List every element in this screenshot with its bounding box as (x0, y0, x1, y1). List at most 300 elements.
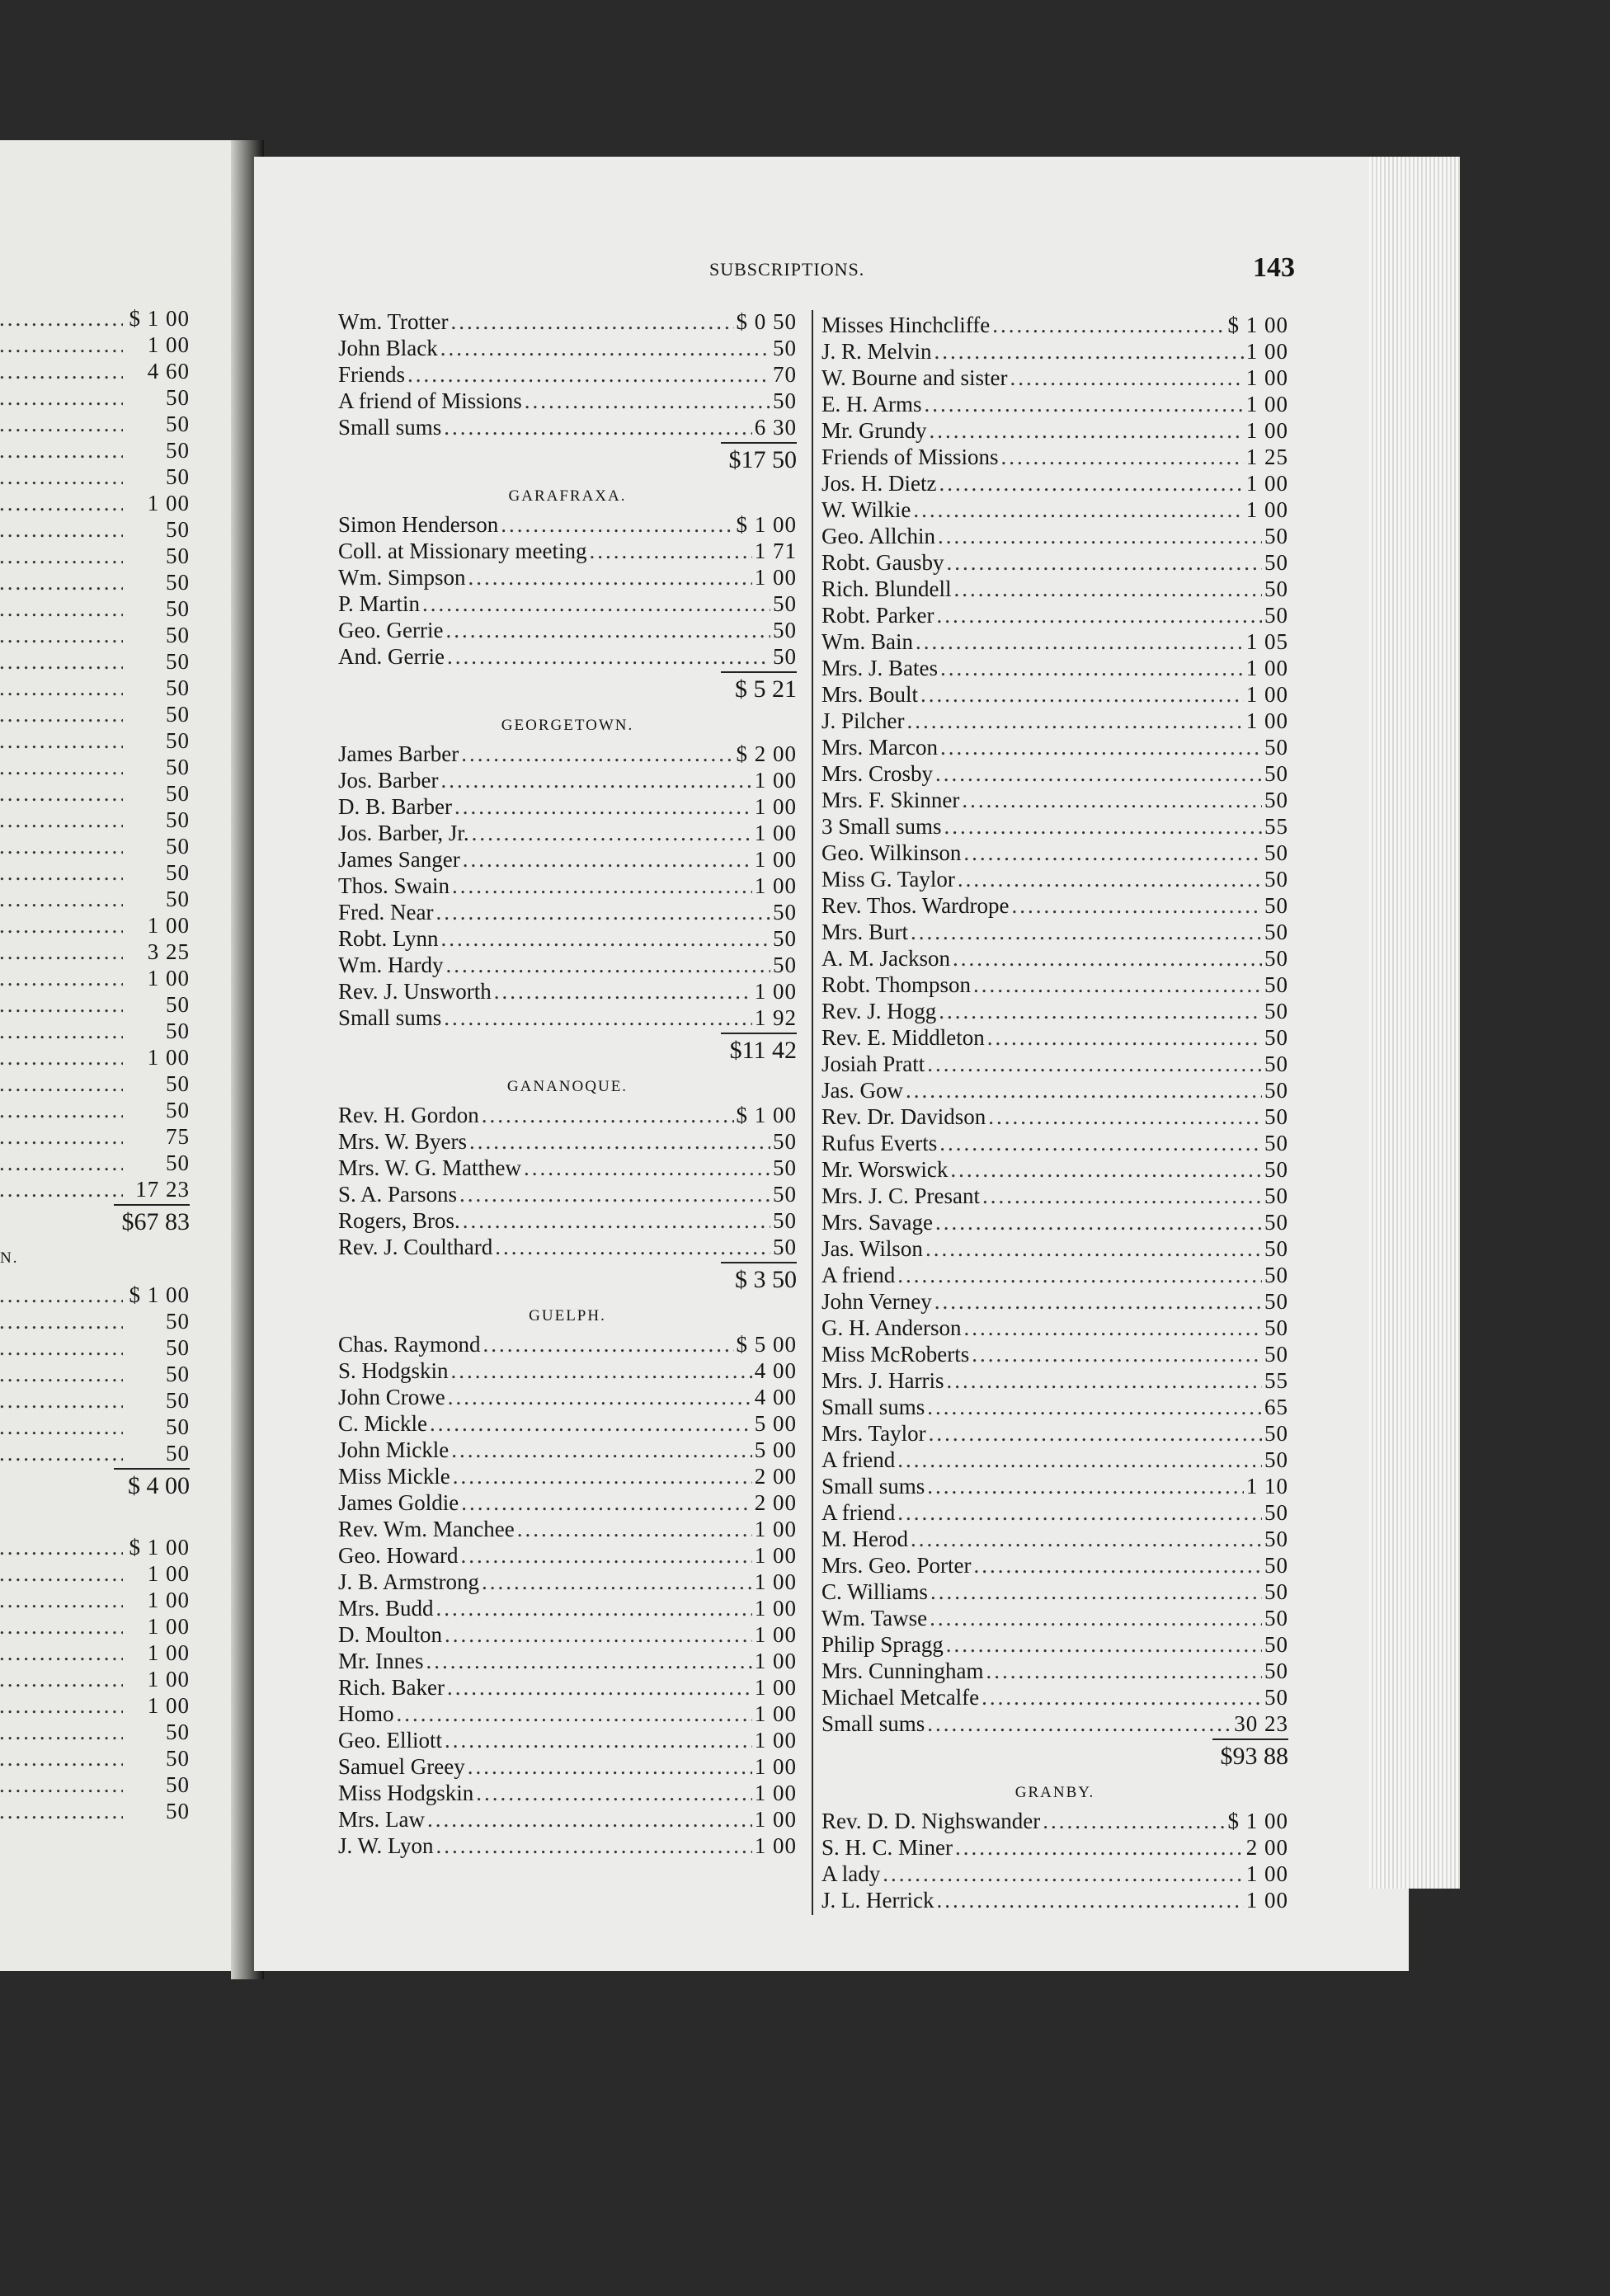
facing-entry (0, 939, 190, 965)
leader-dots (0, 332, 123, 358)
subscriber-name: Samuel Greey (338, 1754, 465, 1779)
subscription-entry (338, 846, 797, 873)
page-edges (1369, 157, 1460, 1889)
subscription-entry (821, 1394, 1288, 1420)
subscription-entry (338, 767, 797, 793)
leader-dots (930, 1578, 1262, 1605)
subscription-amount: 1 00 (754, 1728, 797, 1753)
subscription-entry (821, 1658, 1288, 1684)
subscription-amount: 1 00 (754, 1569, 797, 1594)
subscriber-name: James Goldie (338, 1490, 459, 1515)
facing-amount: 50 (166, 1071, 190, 1096)
subscriber-name: Friends of Missions (821, 445, 999, 469)
facing-amount: 1 00 (147, 332, 190, 357)
subscription-amount: 50 (1264, 1421, 1288, 1446)
facing-heading-gap (0, 1504, 190, 1534)
leader-dots (964, 1315, 1263, 1341)
subscriber-name: C. Mickle (338, 1411, 427, 1436)
subscription-amount: 55 (1264, 814, 1288, 839)
leader-dots (445, 1621, 752, 1648)
subscription-amount: 50 (1264, 1579, 1288, 1604)
leader-dots (927, 1710, 1231, 1737)
leader-dots (986, 1658, 1262, 1684)
facing-total: $ 4 00 (0, 1466, 190, 1504)
leader-dots (953, 945, 1262, 972)
subscriber-name: J. R. Melvin (821, 339, 932, 364)
subscriber-name: Geo. Howard (338, 1543, 459, 1568)
leader-dots (0, 1414, 123, 1440)
subscription-amount: 50 (1264, 1527, 1288, 1551)
facing-entry (0, 1719, 190, 1745)
section-total: $17 50 (338, 440, 797, 478)
subscription-entry (821, 866, 1288, 892)
facing-amount: 50 (166, 1388, 190, 1413)
subscription-entry (821, 444, 1288, 470)
section-heading: GANANOQUE. (506, 1078, 628, 1095)
subscriber-name: Wm. Simpson (338, 565, 466, 590)
subscriber-name: Mrs. J. Bates (821, 656, 938, 680)
leader-dots (0, 622, 123, 648)
subscriber-name: Geo. Allchin (821, 524, 935, 548)
facing-entry (0, 1640, 190, 1666)
subscriber-name: Jas. Gow (821, 1078, 903, 1103)
leader-dots (501, 511, 733, 538)
subscription-entry (338, 1516, 797, 1542)
facing-amount: 50 (166, 1098, 190, 1122)
leader-dots (0, 780, 123, 807)
subscription-amount: 50 (1264, 1236, 1288, 1261)
subscription-amount: 50 (1264, 1632, 1288, 1657)
subscriber-name: Friends (338, 362, 405, 387)
subscriber-name: Homo (338, 1701, 394, 1726)
leader-dots (0, 991, 123, 1018)
subscription-entry (338, 1727, 797, 1753)
leader-dots (440, 767, 751, 793)
leader-dots (482, 1102, 734, 1128)
facing-entry (0, 1150, 190, 1176)
subscriber-name: Mrs. F. Skinner (821, 788, 960, 812)
subscriber-name: D. Moulton (338, 1622, 443, 1647)
facing-entry (0, 1282, 190, 1308)
subscriber-name: J. B. Armstrong (338, 1569, 480, 1594)
facing-amount: 1 00 (147, 491, 190, 515)
facing-entry (0, 1044, 190, 1070)
leader-dots (0, 437, 123, 463)
subscriber-name: Robt. Lynn (338, 926, 439, 951)
subscription-entry (338, 335, 797, 361)
facing-amount: 50 (166, 1019, 190, 1043)
subscriber-name: J. Pilcher (821, 708, 905, 733)
subscription-amount: 50 (1264, 761, 1288, 786)
leader-dots (444, 414, 751, 440)
facing-entry (0, 1018, 190, 1044)
leader-dots (0, 859, 123, 886)
subscription-entry (821, 787, 1288, 813)
subscription-entry (821, 1526, 1288, 1552)
leader-dots (972, 1341, 1262, 1367)
facing-entry (0, 305, 190, 332)
leader-dots (426, 1648, 752, 1674)
subscription-entry (821, 391, 1288, 417)
subscription-entry (338, 1331, 797, 1357)
leader-dots (445, 617, 770, 643)
leader-dots (454, 793, 752, 820)
subscriber-name: Michael Metcalfe (821, 1685, 980, 1710)
subscription-amount: 1 00 (754, 565, 797, 590)
leader-dots (920, 681, 1244, 708)
leader-dots (0, 1282, 123, 1308)
leader-dots (444, 1004, 751, 1031)
subscription-amount: 1 00 (1245, 418, 1288, 443)
leader-dots (0, 701, 123, 727)
facing-entry (0, 437, 190, 463)
subscription-amount: 50 (773, 591, 797, 616)
leader-dots (940, 734, 1262, 760)
facing-amount: 4 60 (147, 359, 190, 383)
leader-dots (436, 1833, 752, 1859)
leader-dots (448, 1384, 752, 1410)
subscription-entry (821, 998, 1288, 1024)
subscriber-name: Mrs. Budd (338, 1596, 434, 1621)
subscription-entry (338, 1701, 797, 1727)
subscriber-name: Mr. Innes (338, 1649, 424, 1673)
subscription-entry (821, 1183, 1288, 1209)
subscription-amount: 50 (773, 953, 797, 977)
facing-amount: 50 (166, 992, 190, 1017)
facing-entry (0, 675, 190, 701)
subscriber-name: M. Herod (821, 1527, 908, 1551)
subscriber-name: Geo. Elliott (338, 1728, 442, 1753)
subscriber-name: Mrs. Boult (821, 682, 919, 707)
subscription-amount: 1 00 (1245, 497, 1288, 522)
subscriber-name: S. Hodgskin (338, 1358, 449, 1383)
leader-dots (940, 655, 1244, 681)
subscriber-name: Wm. Tawse (821, 1606, 928, 1630)
facing-entry (0, 991, 190, 1018)
subscription-amount: 2 00 (754, 1464, 797, 1489)
subscriber-name: A friend (821, 1263, 896, 1287)
subscriber-name: John Mickle (338, 1437, 450, 1462)
subscription-amount: 50 (1264, 1447, 1288, 1472)
subscription-amount: 50 (1264, 1157, 1288, 1182)
subscription-entry (821, 760, 1288, 787)
subscription-amount: 50 (773, 1155, 797, 1180)
subscriber-name: G. H. Anderson (821, 1315, 962, 1340)
facing-entry (0, 1070, 190, 1097)
subscription-entry (821, 1447, 1288, 1473)
subscription-amount: 50 (1264, 1263, 1288, 1287)
subscription-entry (338, 1128, 797, 1155)
leader-dots (992, 312, 1225, 338)
subscriber-name: A lady (821, 1861, 881, 1886)
subscriber-name: Rev. J. Coulthard (338, 1235, 493, 1259)
leader-dots (430, 1410, 752, 1437)
leader-dots (461, 741, 733, 767)
subscriber-name: Miss G. Taylor (821, 867, 955, 892)
subscriber-name: Rufus Everts (821, 1131, 938, 1155)
subscriber-name: Philip Spragg (821, 1632, 944, 1657)
leader-dots (897, 1262, 1262, 1288)
facing-amount: 1 00 (147, 913, 190, 938)
subscription-amount: 50 (773, 1129, 797, 1154)
subscription-amount: 65 (1264, 1395, 1288, 1419)
subscription-entry (821, 708, 1288, 734)
leader-dots (468, 1753, 752, 1780)
subscription-entry (338, 590, 797, 617)
facing-amount: 1 00 (147, 1045, 190, 1070)
leader-dots (0, 1150, 123, 1176)
subscriber-name: Wm. Trotter (338, 309, 449, 334)
leader-dots (944, 813, 1262, 840)
subscription-amount: 30 23 (1234, 1711, 1288, 1736)
subscription-amount: 1 00 (754, 1701, 797, 1726)
subscription-amount: 1 00 (1245, 656, 1288, 680)
subscriber-name: Small sums (338, 1005, 442, 1030)
subscription-amount: 1 00 (754, 1596, 797, 1621)
leader-dots (0, 516, 123, 543)
facing-entry (0, 912, 190, 939)
subscription-entry (338, 414, 797, 440)
leader-dots (451, 308, 734, 335)
subscriber-name: Rev. H. Gordon (338, 1103, 479, 1127)
subscription-amount: 5 00 (754, 1437, 797, 1462)
subscription-entry (338, 978, 797, 1004)
subscriber-name: Rich. Blundell (821, 576, 952, 601)
subscription-entry (821, 734, 1288, 760)
leader-dots (435, 899, 770, 925)
facing-entry (0, 622, 190, 648)
facing-entry (0, 1692, 190, 1719)
subscription-amount: 2 00 (1245, 1835, 1288, 1860)
facing-amount: 3 25 (147, 939, 190, 964)
subscription-amount: $ 1 00 (736, 512, 797, 537)
subscription-amount: 50 (1264, 1553, 1288, 1578)
subscriber-name: S. H. C. Miner (821, 1835, 953, 1860)
leader-dots (1010, 365, 1243, 391)
subscription-entry (338, 643, 797, 670)
facing-amount: 1 00 (147, 1588, 190, 1612)
leader-dots (0, 1613, 123, 1640)
leader-dots (907, 708, 1244, 734)
leader-dots (495, 1234, 770, 1260)
subscription-entry (821, 338, 1288, 365)
subscription-entry (821, 1051, 1288, 1077)
subscription-entry (338, 617, 797, 643)
subscription-amount: 1 00 (754, 1649, 797, 1673)
leader-dots (883, 1861, 1244, 1887)
subscription-entry (821, 1808, 1288, 1834)
leader-dots (0, 358, 123, 384)
leader-dots (0, 384, 123, 411)
leader-dots (0, 1745, 123, 1771)
leader-dots (0, 543, 123, 569)
subscriber-name: C. Williams (821, 1579, 928, 1604)
facing-entry (0, 1334, 190, 1361)
subscriber-name: W. Wilkie (821, 497, 911, 522)
facing-amount: 50 (166, 807, 190, 832)
facing-amount: 50 (166, 649, 190, 674)
subscription-amount: 1 00 (754, 768, 797, 793)
subscription-entry (338, 1181, 797, 1207)
subscription-amount: 1 05 (1245, 629, 1288, 654)
leader-dots (906, 1077, 1262, 1103)
subscription-entry (338, 873, 797, 899)
facing-amount: 50 (166, 1799, 190, 1823)
leader-dots (934, 338, 1244, 365)
facing-entry (0, 648, 190, 675)
subscription-amount: 55 (1264, 1368, 1288, 1393)
leader-dots (0, 1308, 123, 1334)
subscription-amount: 1 00 (1245, 682, 1288, 707)
page-header (709, 252, 1295, 285)
leader-dots (0, 1070, 123, 1097)
subscription-entry (338, 1207, 797, 1234)
leader-dots (407, 361, 770, 388)
leader-dots (494, 978, 752, 1004)
facing-entry (0, 516, 190, 543)
subscription-amount: 50 (1264, 1606, 1288, 1630)
leader-dots (0, 569, 123, 595)
facing-page-column (0, 305, 190, 1824)
subscription-entry (338, 1437, 797, 1463)
subscription-amount: $ 1 00 (1227, 1809, 1288, 1833)
subscriber-name: Misses Hinchcliffe (821, 313, 991, 337)
leader-dots (517, 1516, 752, 1542)
subscription-entry (821, 1077, 1288, 1103)
subscriber-name: P. Martin (338, 591, 421, 616)
facing-entry (0, 463, 190, 490)
subscriber-name: Rev. J. Unsworth (338, 979, 492, 1004)
facing-entry (0, 1534, 190, 1560)
subscription-entry (821, 1209, 1288, 1235)
facing-entry (0, 569, 190, 595)
facing-page (0, 140, 246, 1971)
subscription-amount: 50 (1264, 1025, 1288, 1050)
subscriber-name: Jos. H. Dietz (821, 471, 937, 496)
subscriber-name: Mrs. Taylor (821, 1421, 926, 1446)
subscription-entry (821, 1235, 1288, 1262)
facing-amount: 50 (166, 438, 190, 463)
subscription-amount: 1 00 (1245, 1861, 1288, 1886)
subscription-amount: 50 (1264, 840, 1288, 865)
subscription-entry (821, 972, 1288, 998)
subscription-amount: 4 00 (754, 1385, 797, 1409)
leader-dots (950, 1156, 1262, 1183)
subscription-amount: 50 (1264, 946, 1288, 971)
facing-amount: 50 (166, 1414, 190, 1439)
leader-dots (0, 1692, 123, 1719)
subscription-entry (821, 1710, 1288, 1737)
leader-dots (0, 1666, 123, 1692)
facing-entry (0, 965, 190, 991)
subscription-amount: 50 (1264, 920, 1288, 944)
leader-dots (0, 886, 123, 912)
subscription-amount: 50 (1264, 550, 1288, 575)
subscription-entry (821, 602, 1288, 628)
subscription-amount: 50 (773, 388, 797, 413)
subscriber-name: Jas. Wilson (821, 1236, 923, 1261)
facing-amount: 50 (166, 464, 190, 489)
subscription-entry (821, 1024, 1288, 1051)
leader-dots (427, 1806, 752, 1833)
subscriber-name: Thos. Swain (338, 873, 450, 898)
subscription-entry (821, 496, 1288, 523)
leader-dots (0, 727, 123, 754)
subscriber-name: A friend (821, 1447, 896, 1472)
facing-amount: 75 (166, 1124, 190, 1149)
leader-dots (938, 523, 1262, 549)
subscription-amount: 1 92 (754, 1005, 797, 1030)
subscriber-name: James Sanger (338, 847, 460, 872)
subscription-amount: 50 (1264, 1052, 1288, 1076)
facing-entry (0, 1361, 190, 1387)
facing-entry (0, 1387, 190, 1414)
facing-amount: 50 (166, 1441, 190, 1466)
subscriber-name: J. W. Lyon (338, 1833, 434, 1858)
facing-entry (0, 1666, 190, 1692)
leader-dots (1043, 1808, 1225, 1834)
leader-dots (913, 496, 1243, 523)
facing-amount: 50 (166, 1746, 190, 1771)
subscription-entry (821, 1420, 1288, 1447)
page-number: 143 (1253, 252, 1295, 283)
facing-amount: 50 (166, 1150, 190, 1175)
leader-dots (0, 965, 123, 991)
section-heading: GRANBY. (1014, 1784, 1095, 1801)
subscriber-name: Small sums (821, 1711, 925, 1736)
facing-entry (0, 701, 190, 727)
subscription-amount: 1 00 (754, 1517, 797, 1541)
subscription-amount: 50 (1264, 524, 1288, 548)
subscription-entry (338, 820, 797, 846)
leader-dots (939, 470, 1243, 496)
subscription-entry (338, 1463, 797, 1489)
subscription-amount: 50 (1264, 1183, 1288, 1208)
subscription-entry (821, 1887, 1288, 1913)
facing-amount: 50 (166, 517, 190, 542)
subscriber-name: Mrs. J. Harris (821, 1368, 944, 1393)
subscription-amount: 50 (1264, 603, 1288, 628)
subscriber-name: Robt. Thompson (821, 972, 972, 997)
subscription-amount: 1 00 (1245, 1888, 1288, 1913)
leader-dots (436, 1595, 752, 1621)
leader-dots (0, 1361, 123, 1387)
subscriber-name: Jos. Barber (338, 768, 439, 793)
subscription-amount: 2 00 (754, 1490, 797, 1515)
subscriber-name: Geo. Gerrie (338, 618, 444, 642)
section-total: $ 5 21 (338, 670, 797, 708)
subscription-amount: 1 00 (754, 1622, 797, 1647)
facing-entry (0, 1176, 190, 1202)
leader-dots (939, 1130, 1262, 1156)
leader-dots (955, 1834, 1244, 1861)
subscriber-name: Mrs. W. G. Matthew (338, 1155, 521, 1180)
facing-amount: 1 00 (147, 1667, 190, 1691)
facing-entry (0, 1440, 190, 1466)
leader-dots (0, 675, 123, 701)
leader-dots (962, 787, 1262, 813)
leader-dots (0, 1640, 123, 1666)
facing-entry (0, 358, 190, 384)
subscription-entry (338, 361, 797, 388)
leader-dots (0, 411, 123, 437)
facing-amount: 50 (166, 755, 190, 779)
subscription-amount: 1 00 (1245, 339, 1288, 364)
leader-dots (0, 1097, 123, 1123)
leader-dots (0, 648, 123, 675)
subscriber-name: Miss Mickle (338, 1464, 450, 1489)
subscriber-name: Robt. Gausby (821, 550, 944, 575)
